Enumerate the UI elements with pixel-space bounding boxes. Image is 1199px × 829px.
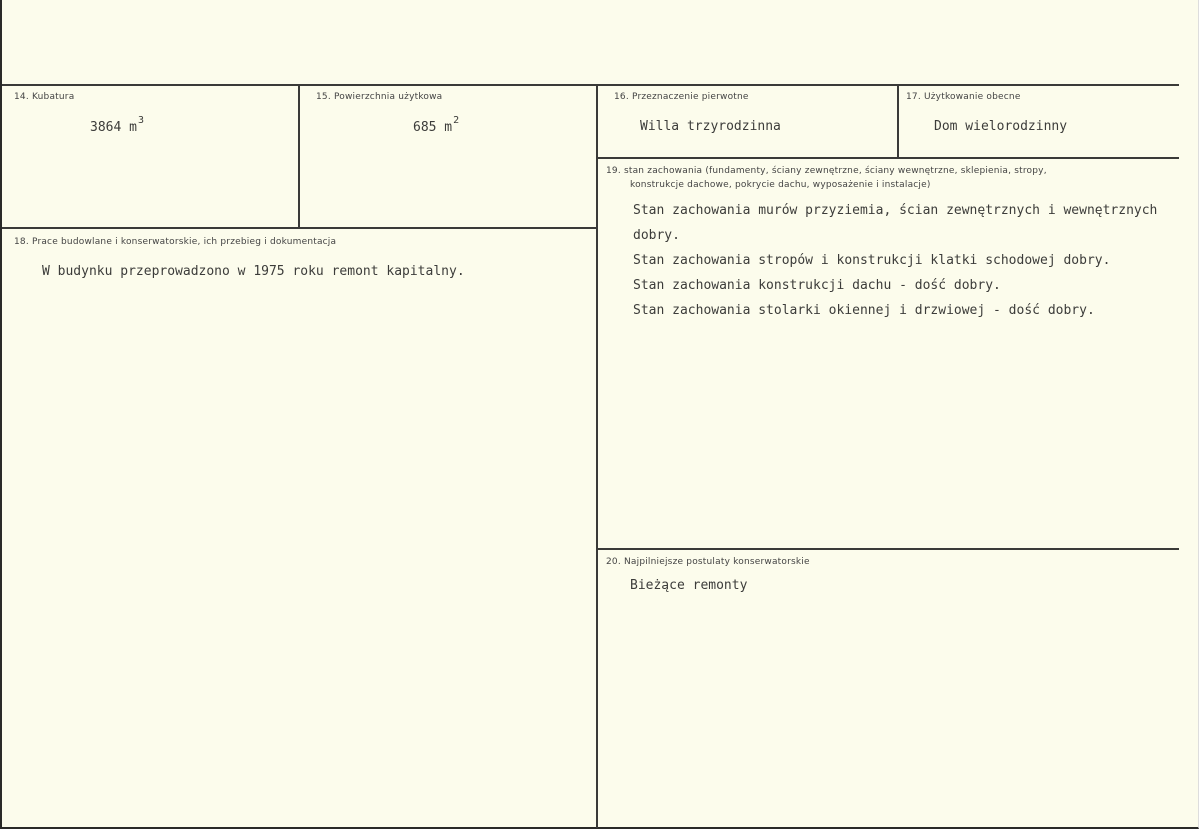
field-19-line: Stan zachowania murów przyziemia, ścian zewnętrznych i wewnętrznych [633, 203, 1158, 218]
field-15-value [413, 115, 460, 135]
field-16-label: 16. Przeznaczenie pierwotne [614, 92, 749, 102]
main-divider [596, 86, 598, 828]
field-15-label: 15. Powierzchnia użytkowa [316, 92, 443, 102]
field-15-number: 685 m [413, 120, 453, 135]
field-14-value [90, 115, 144, 135]
field-18-label: 18. Prace budowlane i konserwatorskie, ich przebieg i dokumentacja [14, 237, 337, 247]
divider-14-15 [298, 86, 300, 229]
rule-under-16-17 [598, 157, 1179, 159]
top-rule [2, 84, 1179, 86]
field-14-label: 14. Kubatura [14, 92, 75, 102]
field-19-text [633, 198, 1157, 323]
field-17-value: Dom wielorodzinny [934, 119, 1068, 134]
field-17-label: 17. Użytkowanie obecne [906, 92, 1021, 102]
field-20-value: Bieżące remonty [630, 578, 748, 593]
field-14-number: 3864 m [90, 120, 137, 135]
field-20-label: 20. Najpilniejsze postulaty konserwatorskie [606, 557, 810, 567]
field-19-line: Stan zachowania konstrukcji dachu - dość dobry. [633, 278, 1001, 293]
rule-above-20 [598, 548, 1179, 550]
field-14-exponent: 3 [137, 115, 144, 126]
field-19-label-line1: 19. stan zachowania (fundamenty, ściany zewnętrzne, ściany wewnętrzne, sklepienia, stropy, [606, 166, 1047, 176]
field-18-value: W budynku przeprowadzono w 1975 roku remont kapitalny. [42, 264, 465, 279]
field-19-line: Stan zachowania stropów i konstrukcji klatki schodowej dobry. [633, 253, 1111, 268]
field-16-value: Willa trzyrodzinna [640, 119, 781, 134]
field-19-line: Stan zachowania stolarki okiennej i drzwiowej - dość dobry. [633, 303, 1095, 318]
field-19-label-line2: konstrukcje dachowe, pokrycie dachu, wyposażenie i instalacje) [630, 180, 931, 190]
divider-16-17 [897, 86, 899, 157]
field-19-line: dobry. [633, 228, 680, 243]
rule-under-14-15 [2, 227, 597, 229]
field-15-exponent: 2 [453, 115, 460, 126]
